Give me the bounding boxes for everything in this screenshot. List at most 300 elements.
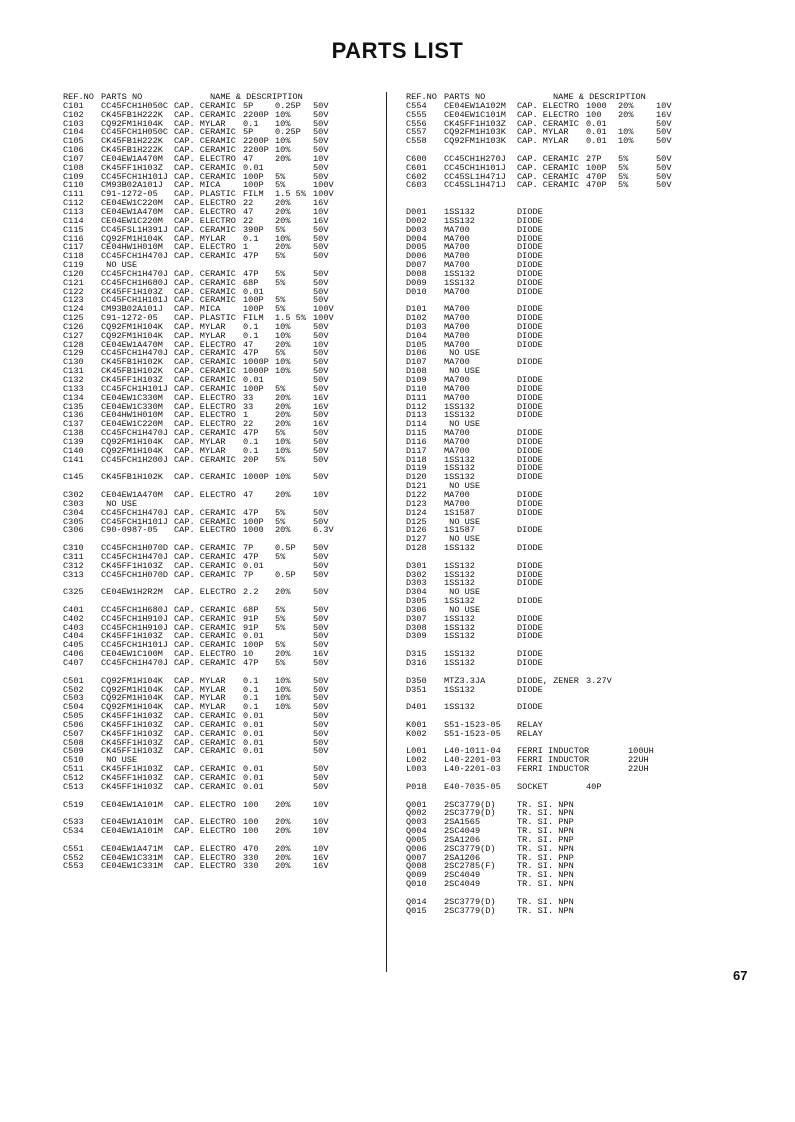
cell-ref-no: C132 [63, 375, 84, 385]
cell-parts-no: CQ92FM1H104K [101, 330, 163, 341]
cell-parts-no: CC45FCH1H050C [101, 127, 169, 138]
cell-description: CAP. CERAMIC [174, 109, 236, 120]
cell-description: TR. SI. NPN [517, 861, 574, 872]
cell-ref-no: C118 [63, 251, 84, 262]
cell-value: 0.1 [243, 233, 259, 244]
cell-rating: 100V [313, 189, 334, 200]
cell-ref-no: C121 [63, 277, 84, 288]
cell-ref-no: C551 [63, 843, 84, 854]
cell-ref-no: D122 [406, 489, 427, 500]
cell-ref-no: C117 [63, 242, 84, 253]
cell-rating: 50V [313, 224, 329, 235]
cell-tolerance: 1.5 5% [275, 189, 306, 200]
cell-ref-no: D004 [406, 233, 427, 244]
cell-parts-no: CE04EW1A101M [101, 799, 163, 810]
cell-ref-no: D351 [406, 684, 427, 695]
cell-rating: 10V [313, 799, 329, 810]
cell-ref-no: D001 [406, 206, 427, 217]
cell-parts-no: NO USE [444, 516, 481, 527]
cell-parts-no: MA700 [444, 436, 470, 447]
cell-parts-no: MA700 [444, 304, 470, 315]
cell-parts-no: CK45FF1H103Z [101, 375, 163, 385]
cell-ref-no: C137 [63, 419, 84, 430]
cell-parts-no: CK45FB1H102K [101, 472, 163, 483]
cell-parts-no: 2SA1206 [444, 852, 481, 863]
cell-ref-no: D117 [406, 445, 427, 456]
cell-value: 330 [243, 861, 259, 872]
cell-rating: 16V [313, 392, 329, 403]
cell-rating: 50V [313, 737, 329, 748]
cell-rating: 50V [313, 171, 329, 182]
cell-rating: 16V [313, 649, 329, 660]
cell-value: 0.1 [243, 330, 259, 341]
cell-parts-no: CK45FF1H103Z [101, 728, 163, 739]
cell-description: RELAY [517, 728, 543, 739]
cell-rating: 50V [313, 516, 329, 527]
cell-ref-no: C124 [63, 304, 84, 315]
cell-rating: 50V [313, 454, 329, 465]
cell-parts-no: 1SS132 [444, 702, 475, 713]
cell-value: 470P [586, 171, 607, 182]
cell-parts-no: CE04EW1C100M [101, 649, 163, 660]
cell-tolerance: 5% [618, 171, 629, 182]
cell-ref-no: D127 [406, 534, 427, 545]
cell-rating: 50V [313, 507, 329, 518]
cell-parts-no: CC45CH1H270J [444, 153, 506, 164]
cell-ref-no: C107 [63, 153, 84, 164]
cell-parts-no: 1S1587 [444, 507, 475, 518]
cell-tolerance: 10% [275, 145, 291, 156]
cell-parts-no: C91-1272-05 [101, 313, 158, 324]
cell-rating: 50V [313, 445, 329, 456]
cell-ref-no: C507 [63, 728, 84, 739]
cell-rating: 16V [656, 109, 672, 120]
cell-description: CAP. MYLAR [517, 127, 569, 138]
cell-tolerance: 20% [618, 100, 634, 111]
cell-parts-no: 1SS132 [444, 268, 475, 279]
cell-rating: 50V [313, 136, 329, 147]
cell-parts-no: E40-7035-05 [444, 781, 501, 792]
cell-rating: 50V [313, 410, 329, 421]
cell-description: CAP. CERAMIC [174, 640, 236, 651]
cell-tolerance: 20% [275, 198, 291, 209]
cell-ref-no: K001 [406, 719, 427, 730]
cell-value: 22 [243, 215, 254, 226]
cell-description: CAP. CERAMIC [174, 560, 236, 571]
cell-parts-no: 1SS132 [444, 277, 475, 288]
cell-tolerance: 20% [275, 419, 291, 430]
cell-tolerance: 5% [275, 604, 286, 615]
cell-ref-no: C136 [63, 410, 84, 421]
cell-description: CAP. CERAMIC [174, 472, 236, 483]
cell-description: FERRI INDUCTOR [517, 755, 590, 766]
cell-description: DIODE [517, 463, 543, 474]
cell-parts-no: 1SS132 [444, 463, 475, 474]
cell-value: 0.01 [243, 728, 264, 739]
cell-tolerance: 5% [618, 153, 629, 164]
cell-parts-no: CK45FB1H102K [101, 366, 163, 377]
cell-rating: 50V [313, 543, 329, 554]
cell-ref-no: C133 [63, 383, 84, 394]
cell-parts-no: CC45FCH1H200J [101, 454, 169, 465]
cell-ref-no: D118 [406, 454, 427, 465]
cell-parts-no: CE04EW1A470M [101, 153, 163, 164]
cell-description: CAP. CERAMIC [174, 145, 236, 156]
cell-description: CAP. CERAMIC [174, 719, 236, 730]
cell-ref-no: D301 [406, 560, 427, 571]
cell-rating: 50V [313, 728, 329, 739]
cell-parts-no: CC45FCH1H680J [101, 604, 169, 615]
cell-rating: 50V [313, 109, 329, 120]
cell-description: DIODE [517, 268, 543, 279]
cell-ref-no: C555 [406, 109, 427, 120]
cell-rating: 50V [313, 702, 329, 713]
cell-parts-no: 2SC3779(D) [444, 905, 496, 916]
cell-ref-no: D105 [406, 339, 427, 350]
cell-tolerance: 5% [275, 251, 286, 262]
cell-ref-no: C122 [63, 286, 84, 297]
cell-ref-no: Q009 [406, 870, 427, 881]
cell-value: 5P [243, 100, 254, 111]
cell-parts-no: CQ92FM1H104K [101, 684, 163, 695]
cell-description: DIODE [517, 206, 543, 217]
cell-description: FERRI INDUCTOR [517, 746, 590, 757]
cell-description: CAP. CERAMIC [174, 286, 236, 297]
cell-ref-no: D108 [406, 366, 427, 377]
cell-parts-no: CC45SL1H471J [444, 171, 506, 182]
cell-parts-no: CC45FCH1H470J [101, 658, 169, 668]
cell-parts-no: CK45FF1H103Z [101, 631, 163, 642]
cell-description: CAP. CERAMIC [174, 551, 236, 562]
cell-description: CAP. CERAMIC [174, 631, 236, 642]
cell-ref-no: C519 [63, 799, 84, 810]
cell-tolerance: 20% [275, 489, 291, 500]
cell-tolerance: 5% [275, 180, 286, 191]
cell-tolerance: 10% [275, 321, 291, 332]
cell-ref-no: D113 [406, 410, 427, 421]
cell-description: CAP. MYLAR [174, 702, 226, 713]
cell-parts-no: CE04EW1A102M [444, 100, 506, 111]
cell-ref-no: C556 [406, 118, 427, 129]
cell-description: DIODE [517, 251, 543, 262]
cell-parts-no: 2SC3779(D) [444, 808, 496, 819]
cell-rating: 50V [313, 251, 329, 262]
cell-tolerance: 5% [275, 658, 286, 668]
cell-ref-no: D401 [406, 702, 427, 713]
cell-value: 330 [243, 852, 259, 863]
cell-value: 0.01 [586, 118, 607, 129]
cell-tolerance: 20% [275, 799, 291, 810]
cell-tolerance: 5% [275, 551, 286, 562]
cell-value: 100 [243, 826, 259, 837]
cell-description: CAP. CERAMIC [174, 375, 236, 385]
cell-parts-no: C90-0987-05 [101, 525, 158, 536]
cell-description: CAP. CERAMIC [174, 162, 236, 173]
header-name-description: NAME & DESCRIPTION [553, 92, 646, 102]
cell-rating: 50V [313, 321, 329, 332]
cell-parts-no: 2SC3779(D) [444, 799, 496, 810]
cell-value: 68P [243, 604, 259, 615]
cell-ref-no: D010 [406, 286, 427, 297]
cell-rating: 50V [313, 118, 329, 129]
cell-ref-no: C141 [63, 454, 84, 465]
cell-parts-no: MA700 [444, 392, 470, 403]
cell-rating: 50V [656, 118, 672, 129]
cell-value: 0.1 [243, 675, 259, 686]
cell-value: 0.01 [243, 375, 264, 385]
cell-parts-no: MA700 [444, 313, 470, 324]
cell-value: 0.01 [586, 127, 607, 138]
cell-rating: 50V [313, 560, 329, 571]
cell-ref-no: C602 [406, 171, 427, 182]
cell-description: DIODE [517, 401, 543, 412]
cell-parts-no: 1SS132 [444, 569, 475, 580]
cell-parts-no: CC45FCH1H101J [101, 383, 169, 394]
cell-ref-no: D308 [406, 622, 427, 633]
cell-ref-no: Q014 [406, 896, 427, 907]
cell-description: TR. SI. NPN [517, 843, 574, 854]
cell-ref-no: C600 [406, 153, 427, 164]
cell-ref-no: D116 [406, 436, 427, 447]
cell-parts-no: CC45FCH1H470J [101, 551, 169, 562]
cell-value: 0.1 [243, 436, 259, 447]
cell-parts-no: CC45FCH1H101J [101, 171, 169, 182]
cell-rating: 50V [313, 569, 329, 580]
cell-description: DIODE [517, 489, 543, 500]
cell-rating: 50V [313, 348, 329, 359]
cell-parts-no: MA700 [444, 489, 470, 500]
cell-ref-no: D109 [406, 375, 427, 385]
cell-value: 22 [243, 198, 254, 209]
cell-parts-no: CK45FF1H103Z [101, 772, 163, 783]
cell-description: DIODE [517, 498, 543, 509]
cell-description: TR. SI. NPN [517, 870, 574, 881]
cell-rating: 16V [313, 861, 329, 872]
cell-parts-no: NO USE [444, 366, 481, 377]
cell-rating: 50V [313, 604, 329, 615]
cell-description: CAP. MICA [174, 180, 221, 191]
cell-parts-no: NO USE [444, 604, 481, 615]
cell-parts-no: 2SA1206 [444, 834, 481, 845]
cell-parts-no: 1SS132 [444, 472, 475, 483]
cell-description: CAP. ELECTRO [174, 861, 236, 872]
cell-tolerance: 10% [275, 436, 291, 447]
cell-description: TR. SI. NPN [517, 879, 574, 890]
cell-rating: 16V [313, 852, 329, 863]
cell-ref-no: D304 [406, 587, 427, 598]
cell-value: 100P [243, 171, 264, 182]
cell-rating: 10V [313, 826, 329, 837]
cell-rating: 50V [313, 711, 329, 722]
cell-parts-no: MA700 [444, 233, 470, 244]
cell-parts-no: S51-1523-05 [444, 728, 501, 739]
cell-ref-no: D307 [406, 613, 427, 624]
cell-description: DIODE [517, 507, 543, 518]
cell-ref-no: D316 [406, 658, 427, 668]
cell-description: CAP. MYLAR [174, 445, 226, 456]
cell-value: 2200P [243, 145, 269, 156]
cell-ref-no: C406 [63, 649, 84, 660]
cell-description: CAP. PLASTIC [174, 313, 236, 324]
cell-ref-no: C131 [63, 366, 84, 377]
cell-ref-no: D111 [406, 392, 427, 403]
cell-ref-no: C127 [63, 330, 84, 341]
cell-rating: 50V [656, 180, 672, 191]
cell-ref-no: C404 [63, 631, 84, 642]
cell-description: DIODE [517, 596, 543, 607]
cell-ref-no: Q001 [406, 799, 427, 810]
cell-value: 100 [243, 817, 259, 828]
cell-description: CAP. ELECTRO [174, 852, 236, 863]
cell-ref-no: C553 [63, 861, 84, 872]
cell-tolerance: 20% [275, 649, 291, 660]
cell-tolerance: 20% [275, 843, 291, 854]
cell-description: CAP. CERAMIC [174, 711, 236, 722]
cell-parts-no: 1SS132 [444, 658, 475, 668]
cell-description: CAP. CERAMIC [174, 516, 236, 527]
cell-value: 100P [243, 516, 264, 527]
cell-value: 22UH [628, 764, 649, 775]
cell-value: FILM [243, 189, 264, 200]
cell-rating: 16V [313, 401, 329, 412]
cell-parts-no: CC45FCH1H101J [101, 640, 169, 651]
cell-parts-no: MTZ3.3JA [444, 675, 486, 686]
cell-parts-no: CE04EW1C330M [101, 392, 163, 403]
cell-description: CAP. CERAMIC [517, 118, 579, 129]
cell-ref-no: D003 [406, 224, 427, 235]
cell-rating: 16V [313, 198, 329, 209]
cell-parts-no: CK45FF1H103Z [101, 162, 163, 173]
cell-ref-no: C119 [63, 260, 84, 271]
cell-description: CAP. ELECTRO [174, 153, 236, 164]
cell-ref-no: C114 [63, 215, 84, 226]
cell-description: DIODE [517, 472, 543, 483]
cell-description: CAP. CERAMIC [174, 781, 236, 792]
cell-ref-no: C513 [63, 781, 84, 792]
cell-ref-no: D119 [406, 463, 427, 474]
cell-ref-no: Q002 [406, 808, 427, 819]
cell-value: 33 [243, 392, 254, 403]
cell-ref-no: C108 [63, 162, 84, 173]
cell-ref-no: D303 [406, 578, 427, 589]
cell-description: CAP. MYLAR [174, 321, 226, 332]
cell-rating: 50V [313, 613, 329, 624]
cell-ref-no: D128 [406, 543, 427, 554]
cell-rating: 50V [313, 330, 329, 341]
cell-ref-no: D114 [406, 419, 427, 430]
cell-tolerance: 10% [275, 684, 291, 695]
cell-value: 91P [243, 622, 259, 633]
cell-tolerance: 5% [275, 295, 286, 306]
cell-description: CAP. CERAMIC [174, 348, 236, 359]
cell-parts-no: CE04HW1H010M [101, 410, 163, 421]
cell-parts-no: CK45FB1H222K [101, 136, 163, 147]
cell-parts-no: 1SS132 [444, 410, 475, 421]
cell-parts-no: 1SS132 [444, 401, 475, 412]
cell-parts-no: CK45FF1H103Z [101, 781, 163, 792]
cell-ref-no: C403 [63, 622, 84, 633]
cell-value: 0.01 [243, 162, 264, 173]
cell-value: 7P [243, 543, 254, 554]
cell-value: 1000P [243, 357, 269, 368]
cell-ref-no: C306 [63, 525, 84, 536]
cell-ref-no: C533 [63, 817, 84, 828]
cell-rating: 16V [313, 419, 329, 430]
cell-description: DIODE [517, 233, 543, 244]
cell-rating: 50V [656, 127, 672, 138]
cell-description: CAP. CERAMIC [517, 162, 579, 173]
cell-description: CAP. ELECTRO [174, 419, 236, 430]
cell-description: CAP. CERAMIC [174, 613, 236, 624]
cell-ref-no: C510 [63, 755, 84, 766]
cell-parts-no: 1SS132 [444, 622, 475, 633]
cell-tolerance: 5% [275, 383, 286, 394]
cell-rating: 100V [313, 180, 334, 191]
cell-parts-no: CE04EW1A470M [101, 206, 163, 217]
cell-description: DIODE [517, 313, 543, 324]
cell-ref-no: Q007 [406, 852, 427, 863]
cell-parts-no: CE04EW1C220M [101, 215, 163, 226]
cell-parts-no: NO USE [444, 419, 481, 430]
cell-parts-no: CK45FF1H103Z [101, 560, 163, 571]
cell-parts-no: CK45FF1H103Z [101, 711, 163, 722]
cell-description: CAP. MICA [174, 304, 221, 315]
cell-tolerance: 10% [275, 233, 291, 244]
cell-value: 470 [243, 843, 259, 854]
cell-rating: 50V [313, 675, 329, 686]
cell-ref-no: C603 [406, 180, 427, 191]
cell-rating: 50V [313, 295, 329, 306]
cell-description: DIODE [517, 649, 543, 660]
cell-ref-no: D008 [406, 268, 427, 279]
cell-rating: 6.3V [313, 525, 334, 536]
cell-ref-no: C407 [63, 658, 84, 668]
cell-ref-no: D120 [406, 472, 427, 483]
cell-tolerance: 5% [275, 454, 286, 465]
cell-parts-no: CE04EW1A470M [101, 489, 163, 500]
cell-description: CAP. ELECTRO [174, 410, 236, 421]
cell-ref-no: C311 [63, 551, 84, 562]
cell-description: DIODE [517, 578, 543, 589]
cell-description: CAP. ELECTRO [517, 100, 579, 111]
cell-ref-no: D125 [406, 516, 427, 527]
cell-value: 0.01 [243, 772, 264, 783]
cell-parts-no: MA700 [444, 498, 470, 509]
cell-rating: 50V [656, 136, 672, 147]
cell-rating: 50V [313, 746, 329, 757]
cell-description: DIODE [517, 410, 543, 421]
cell-rating: 50V [313, 719, 329, 730]
cell-parts-no: MA700 [444, 383, 470, 394]
cell-value: 47P [243, 428, 259, 439]
cell-value: 0.01 [243, 737, 264, 748]
cell-value: 27P [586, 153, 602, 164]
cell-description: DIODE [517, 445, 543, 456]
cell-parts-no: CQ92FM1H104K [101, 233, 163, 244]
cell-value: 0.01 [243, 764, 264, 775]
cell-value: 470P [586, 180, 607, 191]
cell-description: CAP. CERAMIC [174, 383, 236, 394]
cell-parts-no: CC45FCH1H910J [101, 613, 169, 624]
cell-ref-no: D305 [406, 596, 427, 607]
cell-ref-no: C128 [63, 339, 84, 350]
cell-parts-no: CE04HW1H010M [101, 242, 163, 253]
cell-ref-no: D007 [406, 260, 427, 271]
cell-value: 0.1 [243, 702, 259, 713]
cell-value: 10 [243, 649, 254, 660]
cell-tolerance: 5% [275, 268, 286, 279]
cell-rating: 50V [313, 772, 329, 783]
